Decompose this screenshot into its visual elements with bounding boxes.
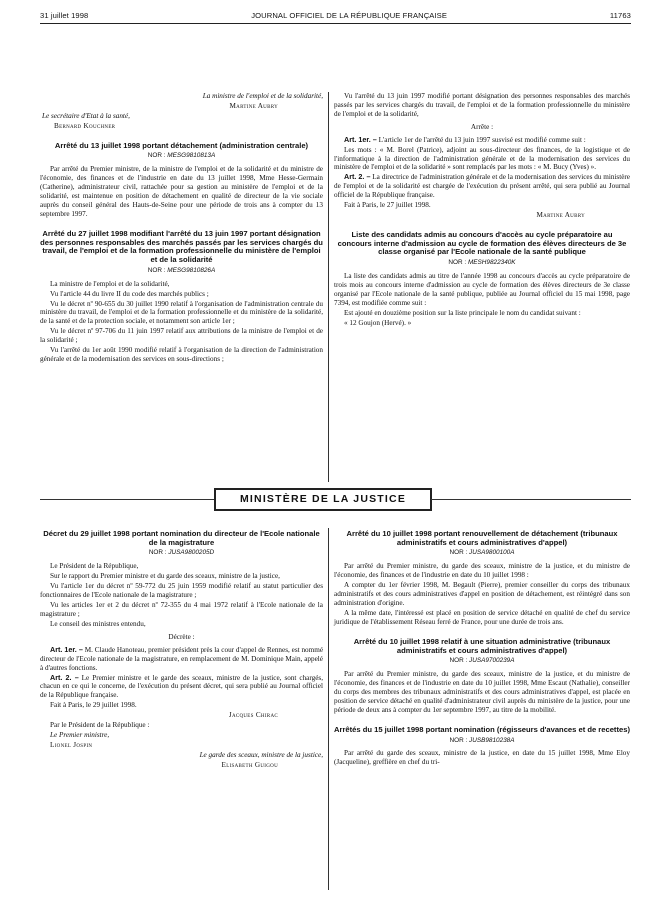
paragraph: Vu le décret nº 97-706 du 11 juin 1997 relatif aux attributions de la ministre de l'emploi et de la solidarité ; <box>40 327 323 345</box>
arrete-heading: Arrête : <box>470 122 494 131</box>
fait-a-paris: Fait à Paris, le 29 juillet 1998. <box>50 701 137 710</box>
nor-reference: NOR : MESG9810813A <box>147 152 216 160</box>
paragraph: Le Président de la République, <box>50 562 139 571</box>
signature-role: La ministre de l'emploi et de la solidarité, <box>202 92 323 100</box>
signature-name: Bernard Kouchner <box>54 121 116 130</box>
paragraph: « 12 Goujon (Hervé). » <box>344 318 412 327</box>
paragraph: Est ajouté en douzième position sur la liste principale le nom du candidat suivant : <box>344 308 581 317</box>
top-right-column <box>334 92 630 329</box>
paragraph: Les mots : « M. Borel (Patrice), adjoint au sous-directeur des finances, de la logistique et de l'informatique à la direction de l'administration générale et de la modernisation des services du ministère de l'emploi et de la solidarité » sont remplacés par les mots : « M. Bucy (Yves) ». <box>334 145 630 172</box>
page-header <box>40 10 631 24</box>
decree-title: Arrêté du 13 juillet 1998 portant détachement (administration centrale) <box>54 140 309 150</box>
decree-title: Arrêté du 27 juillet 1998 modifiant l'arrêté du 13 juin 1997 portant désignation des personnes responsables des marchés passés par les services chargés du travail, de l'emploi et de la formation professionnelle du ministère de l'emploi et de la solidarité <box>40 228 323 265</box>
article-2: Art. 2. – Le Premier ministre et le garde des sceaux, ministre de la justice, sont chargés, chacun en ce qui le concerne, de l'exécution du présent décret, qui sera publié au Journal officiel de la République française. <box>40 672 323 700</box>
nor-reference: NOR : MESG9810826A <box>147 266 216 274</box>
article-2: Art. 2. – La directrice de l'administration générale et de la modernisation des services du ministère de l'emploi et de la solidarité est chargée de l'exécution du présent arrêté, qui sera publié au Journal officiel de la République française. <box>334 172 630 200</box>
nor-reference: NOR : JUSA9700239A <box>449 657 515 665</box>
article-1: Art. 1er. – L'article 1er de l'arrêté du 13 juin 1997 susvisé est modifié comme suit : <box>344 134 586 144</box>
paragraph: Par arrêté du garde des sceaux, ministre de la justice, en date du 15 juillet 1998, Mme Eloy (Jacqueline), greffière en chef du tri- <box>334 749 630 767</box>
nor-reference: NOR : JUSB9810238A <box>449 736 515 744</box>
banner-rule-right <box>431 499 631 500</box>
column-rule-bottom <box>328 528 329 890</box>
paragraph: A la même date, l'intéressé est placé en position de service détaché en qualité de chef du service juridique de l'établissement Réseau ferré de France, pour une durée de trois ans. <box>334 608 630 626</box>
paragraph: Vu le décret nº 90-655 du 30 juillet 1990 relatif à l'organisation de l'administration centrale du ministère du travail, de l'emploi et de la formation professionnelle et du ministère de la solidarité, de la santé et de la protection sociale, et notamment son article 1er ; <box>40 299 323 326</box>
paragraph: La liste des candidats admis au titre de l'année 1998 au concours d'accès au cycle préparatoire de trois mois au concours interne d'admission au cycle de formation des élèves directeurs de 3e classe organisé par l'Ecole nationale de la santé publique, publiée au Journal officiel du 15 mai 1998, page 7394, est modifiée comme suit : <box>334 272 630 307</box>
decrete-heading: Décrète : <box>168 632 195 641</box>
paragraph: Le conseil des ministres entendu, <box>50 619 146 628</box>
column-rule-top <box>328 92 329 482</box>
paragraph: Par arrêté du Premier ministre, du garde des sceaux, ministre de la justice, et du ministre de l'économie, des finances et de l'industrie en date du 10 juillet 1998, Mme Escaut (Nathalie), conseiller du corps des membres des tribunaux administratifs et des cours administratives d'appel, est placée en position de service détaché en qualité d'administrateur civil auprès du ministère de la justice, pour une période de deux ans à compter du 1er septembre 1997, au titre de la mobilité. <box>334 670 630 714</box>
header-date: 31 juillet 1998 <box>40 10 89 20</box>
list-title: Liste des candidats admis au concours d'accès au cycle préparatoire au concours interne d'admission au cycle de formation des élèves directeurs de 3e classe organisé par l'Ecole nationale de la santé publique <box>337 229 627 257</box>
bottom-left-column <box>40 530 323 771</box>
paragraph: La ministre de l'emploi et de la solidarité, <box>50 279 170 288</box>
decree-title: Arrêtés du 15 juillet 1998 portant nomination (régisseurs d'avances et de recettes) <box>334 724 630 734</box>
paragraph: Vu l'arrêté du 1er août 1990 modifié relatif à l'organisation de la direction de l'administration générale et de la modernisation des services en sous-directions ; <box>40 346 323 364</box>
signature-name: Lionel Jospin <box>50 740 93 749</box>
signature-name: Martine Aubry <box>536 211 585 220</box>
paragraph: Sur le rapport du Premier ministre et du garde des sceaux, ministre de la justice, <box>50 572 280 581</box>
top-left-column <box>40 92 323 365</box>
signature-role: Le garde des sceaux, ministre de la justice, <box>199 750 323 759</box>
paragraph: Par arrêté du Premier ministre, du garde des sceaux, ministre de la justice, et du ministre de l'économie, des finances et de l'industrie en date du 10 juillet 1998 : <box>334 562 630 580</box>
decree-title: Arrêté du 10 juillet 1998 relatif à une situation administrative (tribunaux administratifs et cours administratives d'appel) <box>353 636 611 655</box>
paragraph: Vu l'article 44 du livre II du code des marchés publics ; <box>50 289 209 298</box>
paragraph: Par arrêté du Premier ministre, de la ministre de l'emploi et de la solidarité et du ministre de l'économie, des finances et de l'industrie en date du 13 juillet 1998, Mme Hesse-Germain (Catherine), administrateur civil, rattachée pour sa gestion au ministère de l'emploi et de la solidarité, est maintenue en position de détachement en qualité de directeur de la vie sociale auprès du conseil général des Hauts-de-Seine pour une période de trois ans à compter du 13 septembre 1997. <box>40 165 323 218</box>
paragraph: Vu l'arrêté du 13 juin 1997 modifié portant désignation des personnes responsables des marchés passés par les services chargés du travail, de l'emploi et de la formation professionnelle du ministère de l'emploi et de la solidarité, <box>334 92 630 118</box>
banner-rule-left <box>40 499 215 500</box>
bottom-right-column <box>334 530 630 768</box>
ministry-title: MINISTÈRE DE LA JUSTICE <box>239 492 407 505</box>
paragraph: Vu l'article 1er du décret nº 59-772 du 25 juin 1959 modifié relatif au statut particulier des fonctionnaires de l'Ecole nationale de la magistrature ; <box>40 582 323 600</box>
paragraph: Vu les articles 1er et 2 du décret nº 72-355 du 4 mai 1972 relatif à l'Ecole nationale de la magistrature ; <box>40 601 323 618</box>
ministry-banner <box>215 489 431 510</box>
header-page-number: 11763 <box>609 10 631 20</box>
fait-a-paris: Fait à Paris, le 27 juillet 1998. <box>344 201 431 210</box>
nor-reference: NOR : JUSA9800205D <box>148 549 215 557</box>
article-1: Art. 1er. – M. Claude Hanoteau, premier président près la cour d'appel de Rennes, est nommé directeur de l'Ecole nationale de la magistrature, en remplacement de M. Dominique Main, appelé à d'autres fonctions. <box>40 644 324 672</box>
paragraph: A compter du 1er février 1998, M. Begault (Pierre), premier conseiller du corps des tribunaux administratifs et des cours administratives d'appel en position de détachement, est réintégré dans son administration d'origine. <box>334 581 630 608</box>
signature-role: Le Premier ministre, <box>50 731 110 740</box>
header-journal-title: JOURNAL OFFICIEL DE LA RÉPUBLIQUE FRANÇAISE <box>251 10 448 20</box>
decree-title: Arrêté du 10 juillet 1998 portant renouvellement de détachement (tribunaux administratifs et cours administratives d'appel) <box>346 529 618 547</box>
signature-role: Le secrétaire d'Etat à la santé, <box>42 111 130 120</box>
signature-name: Martine Aubry <box>229 101 278 110</box>
signature-name: Elisabeth Guigou <box>221 760 278 769</box>
paragraph: Par le Président de la République : <box>50 721 150 730</box>
decree-title: Décret du 29 juillet 1998 portant nomination du directeur de l'Ecole nationale de la magistrature <box>43 529 320 547</box>
signature-name: Jacques Chirac <box>228 711 278 720</box>
nor-reference: NOR : MESH9822340K <box>448 259 516 267</box>
nor-reference: NOR : JUSA9800100A <box>449 549 515 557</box>
